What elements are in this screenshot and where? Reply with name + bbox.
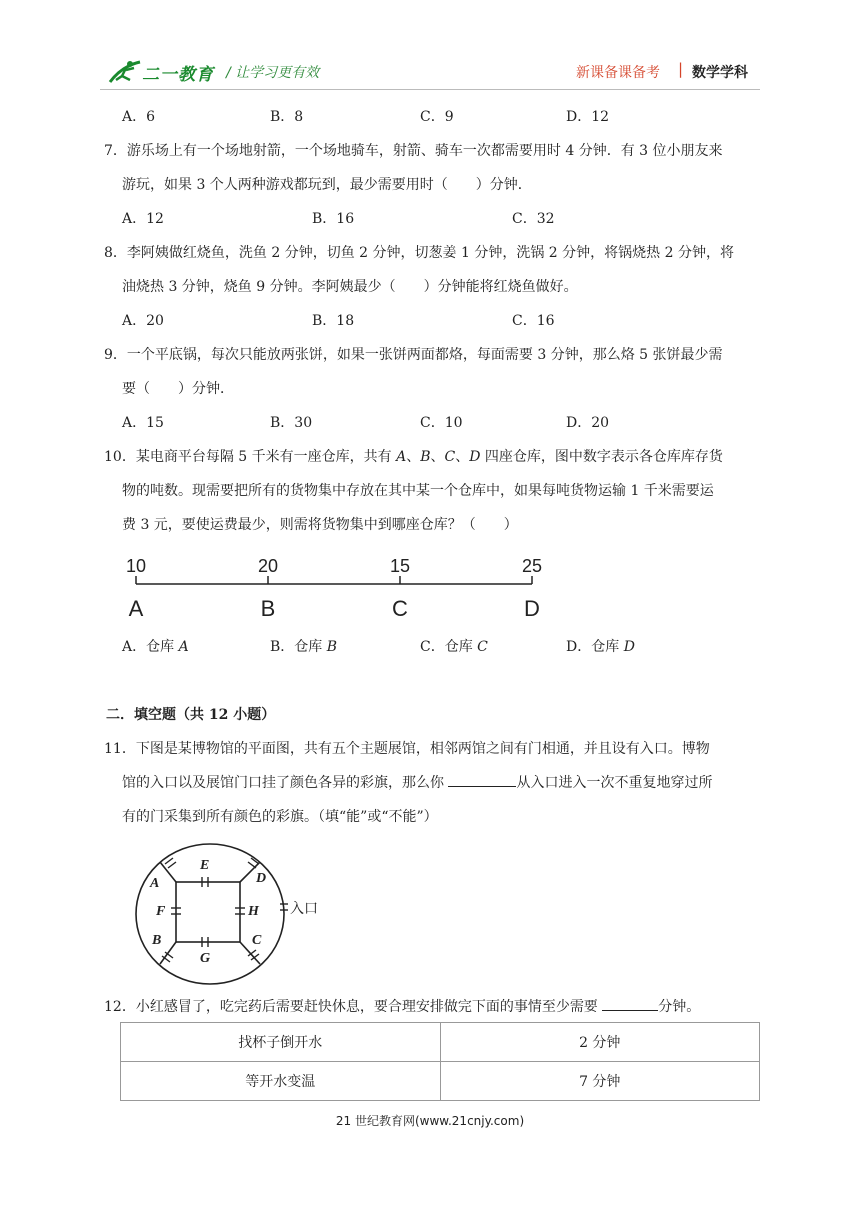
header-subject-label: 数学学科 [692, 65, 748, 81]
door-label-c: C [252, 933, 262, 948]
stock-value-a: 10 [125, 556, 147, 576]
q8-option-a: A．20 [122, 313, 164, 329]
door-label-h: H [248, 904, 259, 919]
entrance-label: 入口 [290, 901, 318, 917]
q9-option-a: A．15 [122, 415, 164, 431]
q9-option-c: C．10 [420, 415, 463, 431]
header-separator: | [678, 60, 684, 78]
door-label-f: F [156, 904, 166, 919]
brand-name: 二一教育 [142, 65, 214, 85]
q9-option-b: B．30 [270, 415, 313, 431]
q8-option-c: C．16 [512, 313, 555, 329]
q7-line1: 7．游乐场上有一个场地射箭，一个场地骑车，射箭、骑车一次都需要用时 4 分钟．有 3 位小朋友来 [104, 143, 723, 159]
stock-value-d: 25 [521, 556, 543, 576]
door-label-d: D [256, 871, 267, 886]
q7-option-a: A．12 [122, 211, 164, 227]
q10-option-d: D．仓库 D [566, 639, 635, 655]
q8-line2: 油烧热 3 分钟，烧鱼 9 分钟。李阿姨最少（ ）分钟能将红烧鱼做好。 [122, 279, 578, 295]
q8-option-b: B．18 [312, 313, 355, 329]
q10-line1: 10．某电商平台每隔 5 千米有一座仓库，共有 A、B、C、D 四座仓库，图中数字表示各仓库库存货 [104, 449, 723, 465]
q12-line: 12．小红感冒了，吃完药后需要赶快休息，要合理安排做完下面的事情至少需要 分钟。 [104, 996, 700, 1016]
q11-line3: 有的门采集到所有颜色的彩旗。（填“能”或“不能”） [122, 809, 438, 825]
door-label-e: E [200, 858, 210, 873]
header-course-label: 新课备课备考 [576, 65, 660, 81]
warehouse-label-a: A [128, 596, 144, 621]
q10-line3: 费 3 元，要使运费最少，则需将货物集中到哪座仓库？（ ） [122, 517, 518, 533]
table-row [121, 1023, 760, 1062]
table-cell: 找杯子倒开水 [121, 1023, 441, 1062]
door-label-a: A [150, 876, 160, 891]
q12-answer-blank [602, 996, 658, 1011]
warehouse-label-c: C [392, 596, 408, 621]
stock-value-b: 20 [257, 556, 279, 576]
section-title-fill-in: 二．填空题（共 12 小题） [106, 707, 276, 723]
slogan: / 让学习更有效 [226, 65, 320, 81]
q11-answer-blank [448, 772, 516, 787]
q11-line2: 馆的入口以及展馆门口挂了颜色各异的彩旗，那么你 从入口进入一次不重复地穿过所 [122, 772, 712, 792]
warehouse-label-d: D [524, 596, 540, 621]
warehouse-line-figure [118, 550, 558, 624]
q6-option-a: A．6 [122, 109, 156, 125]
table-cell: 等开水变温 [121, 1062, 441, 1101]
q10-option-b: B．仓库 B [270, 639, 338, 655]
q9-line2: 要（ ）分钟． [122, 381, 234, 397]
table-row [121, 1062, 760, 1101]
q10-option-c: C．仓库 C [420, 639, 488, 655]
q9-option-d: D．20 [566, 415, 610, 431]
q6-option-b: B．8 [270, 109, 304, 125]
q8-line1: 8．李阿姨做红烧鱼，洗鱼 2 分钟，切鱼 2 分钟，切葱姜 1 分钟，洗锅 2 分钟，将锅烧热 2 分钟，将 [104, 245, 734, 261]
q10-option-a: A．仓库 A [122, 639, 189, 655]
q9-line1: 9．一个平底锅，每次只能放两张饼，如果一张饼两面都烙，每面需要 3 分钟，那么烙 5 张饼最少需 [104, 347, 723, 363]
q7-line2: 游玩，如果 3 个人两种游戏都玩到，最少需要用时（ ）分钟． [122, 177, 532, 193]
museum-floor-plan-figure [132, 840, 322, 988]
door-label-g: G [200, 951, 211, 966]
door-label-b: B [152, 933, 162, 948]
q7-option-b: B．16 [312, 211, 355, 227]
q10-line2: 物的吨数。现需要把所有的货物集中存放在其中某一个仓库中，如果每吨货物运输 1 千米需要运 [122, 483, 714, 499]
header-divider [100, 89, 760, 90]
table-cell: 2 分钟 [440, 1023, 760, 1062]
q6-option-c: C．9 [420, 109, 454, 125]
q11-line1: 11．下图是某博物馆的平面图，共有五个主题展馆，相邻两馆之间有门相通，并且设有入口。博物 [104, 741, 710, 757]
warehouse-label-b: B [260, 596, 276, 621]
q12-task-table [120, 1022, 760, 1101]
stock-value-c: 15 [389, 556, 411, 576]
q7-option-c: C．32 [512, 211, 555, 227]
page-footer: 21 世纪教育网(www.21cnjy.com) [335, 1114, 525, 1128]
table-cell: 7 分钟 [440, 1062, 760, 1101]
q6-option-d: D．12 [566, 109, 610, 125]
